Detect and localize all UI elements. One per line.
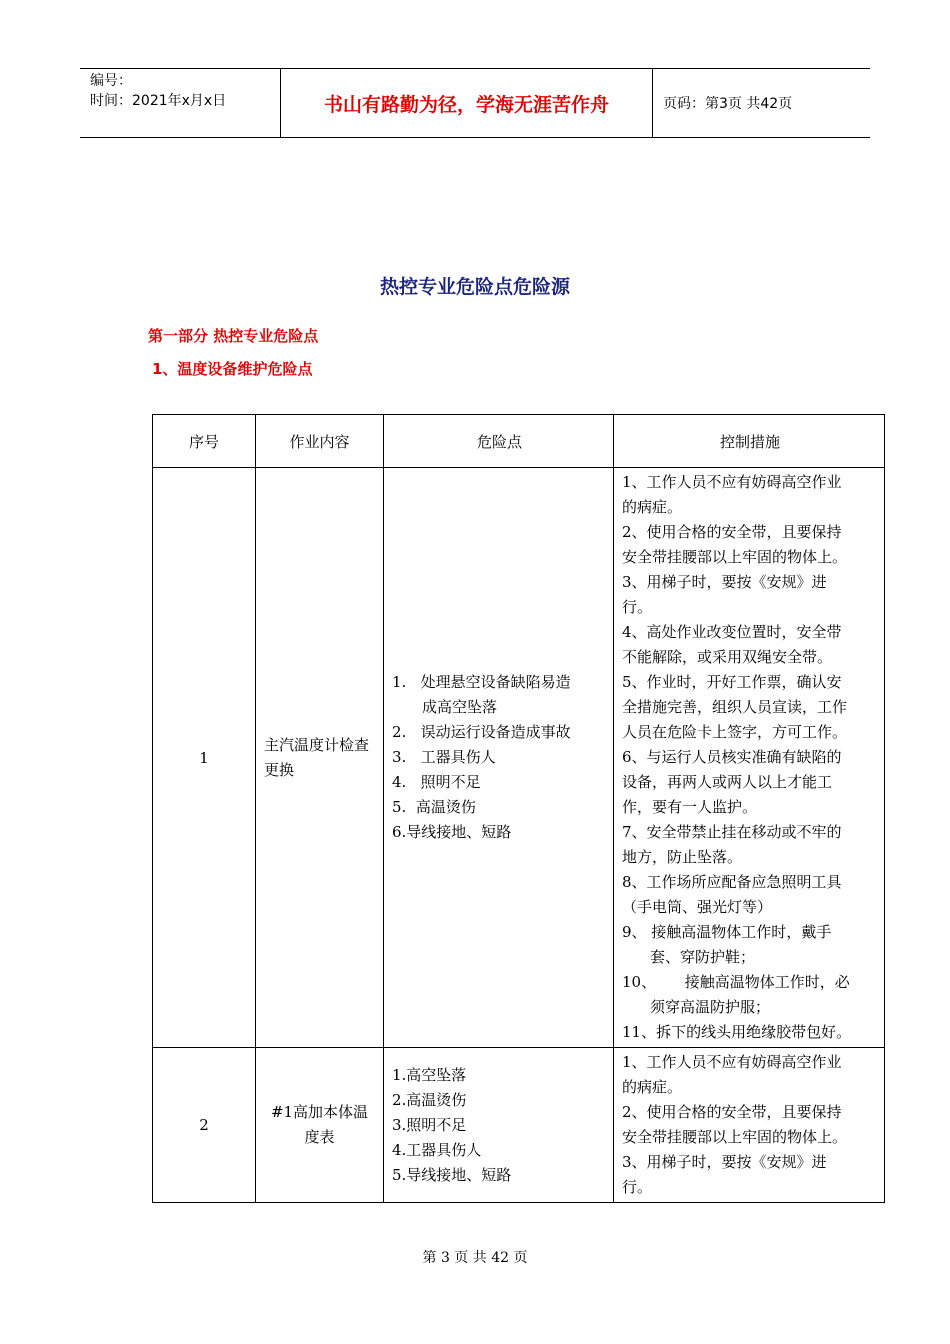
row-control-cell <box>614 468 885 1048</box>
table-row <box>153 468 885 1048</box>
control-measure-line: 套、穿防护鞋； <box>650 948 756 966</box>
column-header-seq: 序号 <box>153 415 256 468</box>
risk-item: 1.高空坠落 <box>392 1065 467 1084</box>
control-measure-line: 3、用梯子时，要按《安规》进 <box>622 573 827 591</box>
control-measure-line: 行。 <box>622 1178 653 1196</box>
control-measure-line: 地方，防止坠落。 <box>622 848 743 866</box>
header-page-info: 页码：第3页 共42页 <box>663 96 793 112</box>
hazard-table <box>152 414 885 1203</box>
control-measure-line: 不能解除，或采用双绳安全带。 <box>622 648 833 666</box>
control-measure-line: 作，要有一人监护。 <box>622 798 758 816</box>
row-control-cell <box>614 1048 885 1203</box>
page-header <box>80 68 870 138</box>
control-measure-line: 设备，再两人或两人以上才能工 <box>622 773 833 791</box>
row-risk-cell <box>384 1048 614 1203</box>
control-measure-line: 6、与运行人员核实准确有缺陷的 <box>622 748 842 766</box>
control-measure-line: 的病症。 <box>622 498 683 516</box>
control-measure-line: 安全带挂腰部以上牢固的物体上。 <box>622 1128 848 1146</box>
column-header-control: 控制措施 <box>614 415 885 468</box>
row-work-content: #1高加本体温度表 <box>256 1048 384 1203</box>
control-measure-line: 11、拆下的线头用绝缘胶带包好。 <box>622 1023 852 1041</box>
control-measure-line: 5、作业时，开好工作票，确认安 <box>622 673 842 691</box>
header-meta <box>80 69 281 137</box>
row-seq: 1 <box>153 468 256 1048</box>
control-measure-line: 9、 接触高温物体工作时，戴手 <box>622 923 832 941</box>
control-measure-line: 行。 <box>622 598 653 616</box>
risk-item: 6.导线接地、短路 <box>392 823 512 841</box>
control-measure-line: 的病症。 <box>622 1078 683 1096</box>
row-work-content: 主汽温度计检查更换 <box>256 468 384 1048</box>
risk-item: 成高空坠落 <box>422 698 498 716</box>
control-measure-line: 全措施完善，组织人员宣读，工作 <box>622 698 848 716</box>
risk-item: 3.照明不足 <box>392 1115 467 1134</box>
row-seq: 2 <box>153 1048 256 1203</box>
risk-item: 2.高温烫伤 <box>392 1090 467 1109</box>
risk-item: 4. 照明不足 <box>392 773 481 791</box>
control-measure-line: 2、使用合格的安全带，且要保持 <box>622 523 842 541</box>
control-measure-line: 2、使用合格的安全带，且要保持 <box>622 1103 842 1121</box>
risk-item: 2. 误动运行设备造成事故 <box>392 723 571 741</box>
column-header-risk: 危险点 <box>384 415 614 468</box>
control-measure-line: 人员在危险卡上签字，方可工作。 <box>622 723 848 741</box>
risk-item: 5.导线接地、短路 <box>392 1165 512 1184</box>
control-measure-line: 8、工作场所应配备应急照明工具 <box>622 873 842 891</box>
column-header-work: 作业内容 <box>256 415 384 468</box>
control-measure-line: 1、工作人员不应有妨碍高空作业 <box>622 1053 842 1071</box>
table-header-row <box>153 415 885 468</box>
section-heading-part: 第一部分 热控专业危险点 <box>148 327 319 345</box>
page-footer: 第 3 页 共 42 页 <box>422 1250 528 1266</box>
control-measure-line: 7、安全带禁止挂在移动或不牢的 <box>622 823 842 841</box>
control-measure-line: 须穿高温防护服； <box>650 998 771 1016</box>
doc-number-label: 编号： <box>90 73 132 89</box>
control-measure-line: （手电筒、强光灯等） <box>622 898 773 916</box>
risk-item: 1. 处理悬空设备缺陷易造 <box>392 673 571 691</box>
control-measure-line: 10、 接触高温物体工作时，必 <box>622 973 850 991</box>
risk-item: 3. 工器具伤人 <box>392 748 496 766</box>
table-row <box>153 1048 885 1203</box>
risk-item: 5. 高温烫伤 <box>392 798 476 816</box>
control-measure-line: 3、用梯子时，要按《安规》进 <box>622 1153 827 1171</box>
risk-item: 4.工器具伤人 <box>392 1140 482 1159</box>
control-measure-line: 1、工作人员不应有妨碍高空作业 <box>622 473 842 491</box>
document-title: 热控专业危险点危险源 <box>379 276 570 298</box>
header-motto: 书山有路勤为径，学海无涯苦作舟 <box>281 69 653 137</box>
doc-time-label: 时间：2021年x月x日 <box>90 93 227 109</box>
control-measure-line: 4、高处作业改变位置时，安全带 <box>622 623 842 641</box>
row-risk-cell <box>384 468 614 1048</box>
control-measure-line: 安全带挂腰部以上牢固的物体上。 <box>622 548 848 566</box>
section-heading-sub: 1、温度设备维护危险点 <box>152 360 313 378</box>
